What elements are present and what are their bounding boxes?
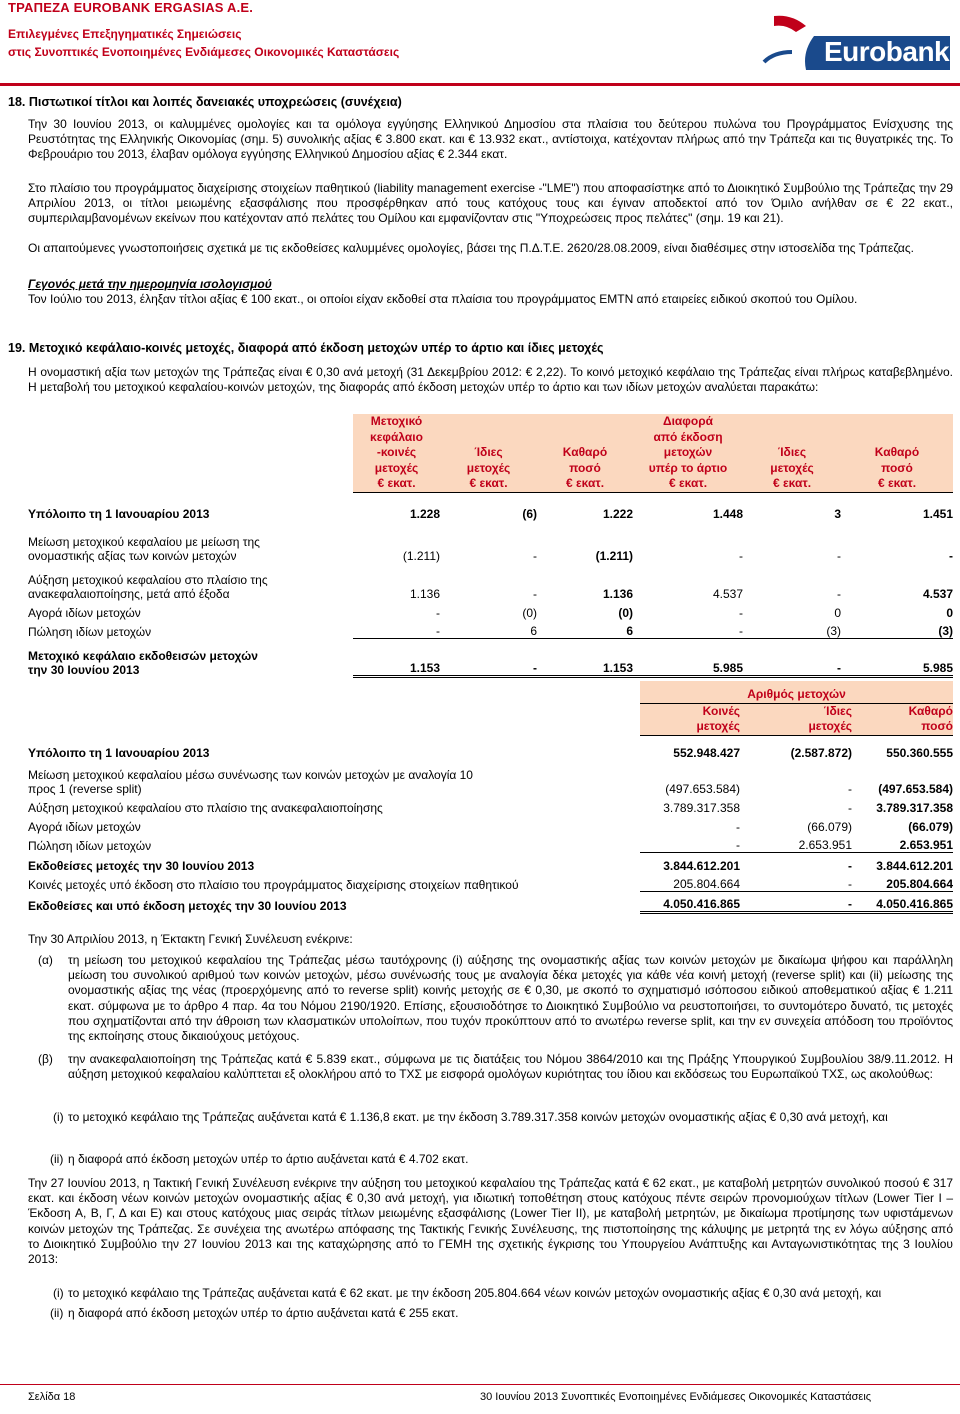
- s18-paragraph-2: Στο πλαίσιο του προγράμματος διαχείρισης στοιχείων παθητικού (liability management exercise -"LME") που αποφασίστηκε από το Διοικητικό Συμβούλιο της Τράπεζας την 29 Απριλίου 2013, οι τίτλοι μειωμένης εξασφάλισης που προσφέρθηκαν από τους κατόχους τους και έγιναν αποδεκτοί από τον Όμιλο ανήλθαν σε € 22 εκατ., συμπεριλαμβανομένων εκείνων που κατέχονταν από πελάτες του Ομίλου και εμφανίζονταν στις "Υποχρεώσεις προς πελάτες" (σημ. 19 και 21).: [28, 181, 953, 226]
- equity-table-amounts: [28, 414, 953, 678]
- logo-text: Eurobank: [824, 36, 950, 67]
- table-row: Εκδοθείσες και υπό έκδοση μετοχές την 30 Ιουνίου 2013 4.050.416.865 - 4.050.416.865: [28, 892, 953, 913]
- item-b-ii-label: (ii): [50, 1152, 64, 1166]
- table-row: Αγορά ιδίων μετοχών - (0) (0) - 0 0: [28, 605, 953, 620]
- item-b-label: (β): [38, 1052, 53, 1066]
- table-row: Κοινές μετοχές υπό έκδοση στο πλαίσιο του προγράμματος διαχείρισης στοιχείων παθητικού 205.804.664 - 205.804.664: [28, 873, 953, 892]
- table-group-header-row: [28, 681, 953, 703]
- s18-paragraph-3: Οι απαιτούμενες γνωστοποιήσεις σχετικά με τις εκδοθείσες καλυμμένες ομολογίες, βάσει της Π.Δ.Τ.Ε. 2620/28.08.2009, είναι διαθέσιμες στην ιστοσελίδα της Τράπεζας.: [28, 241, 914, 255]
- col-header-ordinary-shares: Κοινές μετοχές: [640, 703, 740, 736]
- item-c-ii-label: (ii): [50, 1306, 64, 1320]
- col-header-net-amount: Καθαρό ποσό: [852, 703, 953, 736]
- s18-paragraph-1: Την 30 Ιουνίου 2013, οι καλυμμένες ομολογίες και τα ομόλογα εγγύησης Ελληνικού Δημοσίου στα πλαίσια του δεύτερου πυλώνα του Προγράμματος Ενίσχυσης της Ρευστότητας της Ελληνικής Οικονομίας (σημ. 5) συνολικής αξίας € 3.800 εκατ. και € 13.932 εκατ., αντίστοιχα, κατέχονταν πλήρως από την Τράπεζα και τις θυγατρικές της. Το Φεβρουάριο του 2013, έλαβαν ομόλογα εγγύησης Ελληνικού Δημοσίου αξίας € 2.344 εκατ.: [28, 117, 953, 162]
- equity-table-share-numbers: [28, 681, 953, 914]
- table-header-row: [28, 703, 953, 736]
- s19-paragraph-3: Την 27 Ιουνίου 2013, η Τακτική Γενική Συνέλευση ενέκρινε την αύξηση του μετοχικού κεφαλαίου της Τράπεζας κατά € 62 εκατ., με καταβολή μετρητών συνολικού ποσού € 317 εκατ. και έκδοση νέων κοινών μετοχών ονομαστικής αξίας € 0,30 ανά μετοχή, για ιδιωτική τοποθέτηση στους κατόχους πέντε σειρών προνομιούχων τίτλων (Lower Tier I – Έκδοση A, B, Γ, Δ και Ε) και στους κατόχους μιας σειράς τίτλων μειωμένης εξασφάλισης (Lower Tier II), με καταβολή μετρητών, με δικαίωμα προτίμησης των υφιστάμενων κοινών μετοχών της Τράπεζας. Σε συνέχεια της ανωτέρω απόφασης της Τακτικής Γενικής Συνέλευσης, της πιστοποίησης της κάλυψης με μετρητά της εν λόγω αύξησης από το Διοικητικό Συμβούλιο την 27 Ιουνίου 2013 και της καταχώρησης από το ΓΕΜΗ της σχετικής έγκρισης του Υπουργείου Ανάπτυξης και Ανταγωνιστικότητας της 3 Ιουλίου 2013:: [28, 1176, 953, 1267]
- col-header-treasury-shares: Ίδιες μετοχές € εκατ.: [440, 414, 537, 493]
- item-b-i-text: το μετοχικό κεφάλαιο της Τράπεζας αυξάνεται κατά € 1.136,8 εκατ. με την έκδοση 3.789.317.358 κοινών μετοχών ονομαστικής αξίας € 0,30 ανά μετοχή, και: [68, 1110, 888, 1124]
- table-row: Υπόλοιπο τη 1 Ιανουαρίου 2013 552.948.427 (2.587.872) 550.360.555: [28, 745, 953, 760]
- item-b-ii-text: η διαφορά από έκδοση μετοχών υπέρ το άρτιο αυξάνεται κατά € 4.702 εκατ.: [68, 1152, 469, 1166]
- table-row: Αύξηση μετοχικού κεφαλαίου στο πλαίσιο της ανακεφαλαιοποίησης 3.789.317.358 - 3.789.317.358: [28, 800, 953, 815]
- item-a-text: τη μείωση του μετοχικού κεφαλαίου της Τράπεζας μέσω ταυτόχρονης (i) αύξησης της ονομαστικής αξίας των κοινών μετοχών με δικαίωμα ψήφου και παράλληλη μείωση του συνολικού αριθμού των κοινών μετοχών, μέσω συνένωσής τους με αναλογία δέκα μετοχές για κάθε νέα κοινή μετοχή (reverse split) και (ii) μείωσης της ονομαστικής αξίας της νέας (προερχόμενης από το reverse split) κοινής μετοχής σε € 0,30, με σκοπό το σχηματισμό ισόποσου ειδικού αποθεματικού αξίας € 1.211 εκατ. σύμφωνα με το άρθρο 4 παρ. 4α του Νόμου 2190/1920. Επίσης, εξουσιοδότησε το Διοικητικό Συμβούλιο να ρευστοποιήσει, το συντομότερο δυνατό, τις μετοχές που σχηματίζονται από την άθροιση των κλασματικών υπολοίπων, που τυχόν προκύπτουν από το ανωτέρω reverse split, και την εν συνεχεία απόδοση του προϊόντος της εκποίησης στους δικαιούχους μετόχους.: [68, 953, 953, 1044]
- item-b-i-label: (i): [53, 1110, 64, 1124]
- col-group-number-of-shares: Αριθμός μετοχών: [640, 681, 953, 703]
- item-a-label: (α): [38, 953, 53, 967]
- footer-title: 30 Ιουνίου 2013 Συνοπτικές Ενοποιημένες Ενδιάμεσες Οικονομικές Καταστάσεις: [480, 1391, 872, 1403]
- table-header-row: [28, 414, 953, 493]
- footer-rule: [0, 1384, 960, 1385]
- table-row: Μείωση μετοχικού κεφαλαίου με μείωση της ονομαστικής αξίας των κοινών μετοχών (1.211) - (1.211) - - -: [28, 534, 953, 563]
- s19-paragraph-1: Η ονομαστική αξία των μετοχών της Τράπεζας είναι € 0,30 ανά μετοχή (31 Δεκεμβρίου 2012: € 2,22). Το κοινό μετοχικό κεφάλαιο της Τράπεζας είναι πλήρως καταβεβλημένο. Η μεταβολή του μετοχικού κεφαλαίου-κοινών μετοχών, της διαφοράς από έκδοση μετοχών υπέρ το άρτιο και των ιδίων μετοχών αναλύεται παρακάτω:: [28, 365, 953, 395]
- col-header-net-amount: Καθαρό ποσό € εκατ.: [537, 414, 633, 493]
- col-header-share-premium: Διαφορά από έκδοση μετοχών υπέρ το άρτιο € εκατ.: [633, 414, 743, 493]
- col-header-share-capital: Μετοχικό κεφάλαιο -κοινές μετοχές € εκατ.: [353, 414, 440, 493]
- section-19-title: 19. Μετοχικό κεφάλαιο-κοινές μετοχές, διαφορά από έκδοση μετοχών υπέρ το άρτιο και ίδιες μετοχές: [8, 341, 604, 355]
- col-header-net-amount-2: Καθαρό ποσό € εκατ.: [841, 414, 953, 493]
- section-18-title: 18. Πιστωτικοί τίτλοι και λοιπές δανειακές υποχρεώσεις (συνέχεια): [8, 95, 402, 109]
- col-header-treasury-shares: Ίδιες μετοχές: [740, 703, 852, 736]
- table-row: Πώληση ιδίων μετοχών - 6 6 - (3) (3): [28, 620, 953, 639]
- header-subtitle-2: στις Συνοπτικές Ενοποιημένες Ενδιάμεσες Οικονομικές Καταστάσεις: [8, 45, 400, 59]
- table-row: Μετοχικό κεφάλαιο εκδοθεισών μετοχών την 30 Ιουνίου 2013 1.153 - 1.153 5.985 - 5.985: [28, 639, 953, 677]
- page-header: [0, 0, 960, 82]
- header-subtitle-1: Επιλεγμένες Επεξηγηματικές Σημειώσεις: [8, 27, 242, 41]
- col-header-treasury-shares-2: Ίδιες μετοχές € εκατ.: [743, 414, 841, 493]
- item-c-i-text: το μετοχικό κεφάλαιο της Τράπεζας αυξάνεται κατά € 62 εκατ. με την έκδοση 205.804.664 νέων κοινών μετοχών ονομαστικής αξίας € 0,30 ανά μετοχή, και: [68, 1286, 882, 1300]
- table-row: Υπόλοιπο τη 1 Ιανουαρίου 2013 1.228 (6) 1.222 1.448 3 1.451: [28, 506, 953, 521]
- eurobank-logo: [744, 12, 954, 74]
- item-c-ii-text: η διαφορά από έκδοση μετοχών υπέρ το άρτιο αυξάνεται κατά € 255 εκατ.: [68, 1306, 459, 1320]
- table-row: Μείωση μετοχικού κεφαλαίου μέσω συνένωσης των κοινών μετοχών με αναλογία 10 προς 1 (reverse split) (497.653.584) - (497.653.584): [28, 767, 953, 796]
- table-row: Εκδοθείσες μετοχές την 30 Ιουνίου 2013 3.844.612.201 - 3.844.612.201: [28, 858, 953, 873]
- table-row: Αγορά ιδίων μετοχών - (66.079) (66.079): [28, 819, 953, 834]
- header-rule: [0, 83, 960, 86]
- item-c-i-label: (i): [53, 1286, 64, 1300]
- table-row: Πώληση ιδίων μετοχών - 2.653.951 2.653.951: [28, 834, 953, 853]
- s19-paragraph-2: Την 30 Απριλίου 2013, η Έκτακτη Γενική Συνέλευση ενέκρινε:: [28, 932, 353, 946]
- table-row: Αύξηση μετοχικού κεφαλαίου στο πλαίσιο της ανακεφαλαιοποίησης, μετά από έξοδα 1.136 - 1.136 4.537 - 4.537: [28, 572, 953, 601]
- s18-subheading: Γεγονός μετά την ημερομηνία ισολογισμού: [28, 277, 272, 291]
- page-number: Σελίδα 18: [28, 1391, 76, 1403]
- bank-name: ΤΡΑΠΕΖΑ EUROBANK ERGASIAS A.E.: [8, 0, 254, 15]
- item-b-text: την ανακεφαλαιοποίηση της Τράπεζας κατά € 5.839 εκατ., σύμφωνα με τις διατάξεις του Νόμου 3864/2010 και της Πράξης Υπουργικού Συμβουλίου 38/9.11.2012. Η αύξηση μετοχικού κεφαλαίου καλύπτεται εξ ολοκλήρου από το ΤΧΣ με εισφορά ομολόγων κυριότητας του ίδιου και εκδόσεως του Ευρωπαϊκού ΤΧΣ, ως ακολούθως:: [68, 1052, 953, 1082]
- s18-paragraph-4: Τον Ιούλιο του 2013, έληξαν τίτλοι αξίας € 100 εκατ., οι οποίοι είχαν εκδοθεί στα πλαίσια του προγράμματος EMTN από εταιρείες ειδικού σκοπού του Ομίλου.: [28, 292, 858, 306]
